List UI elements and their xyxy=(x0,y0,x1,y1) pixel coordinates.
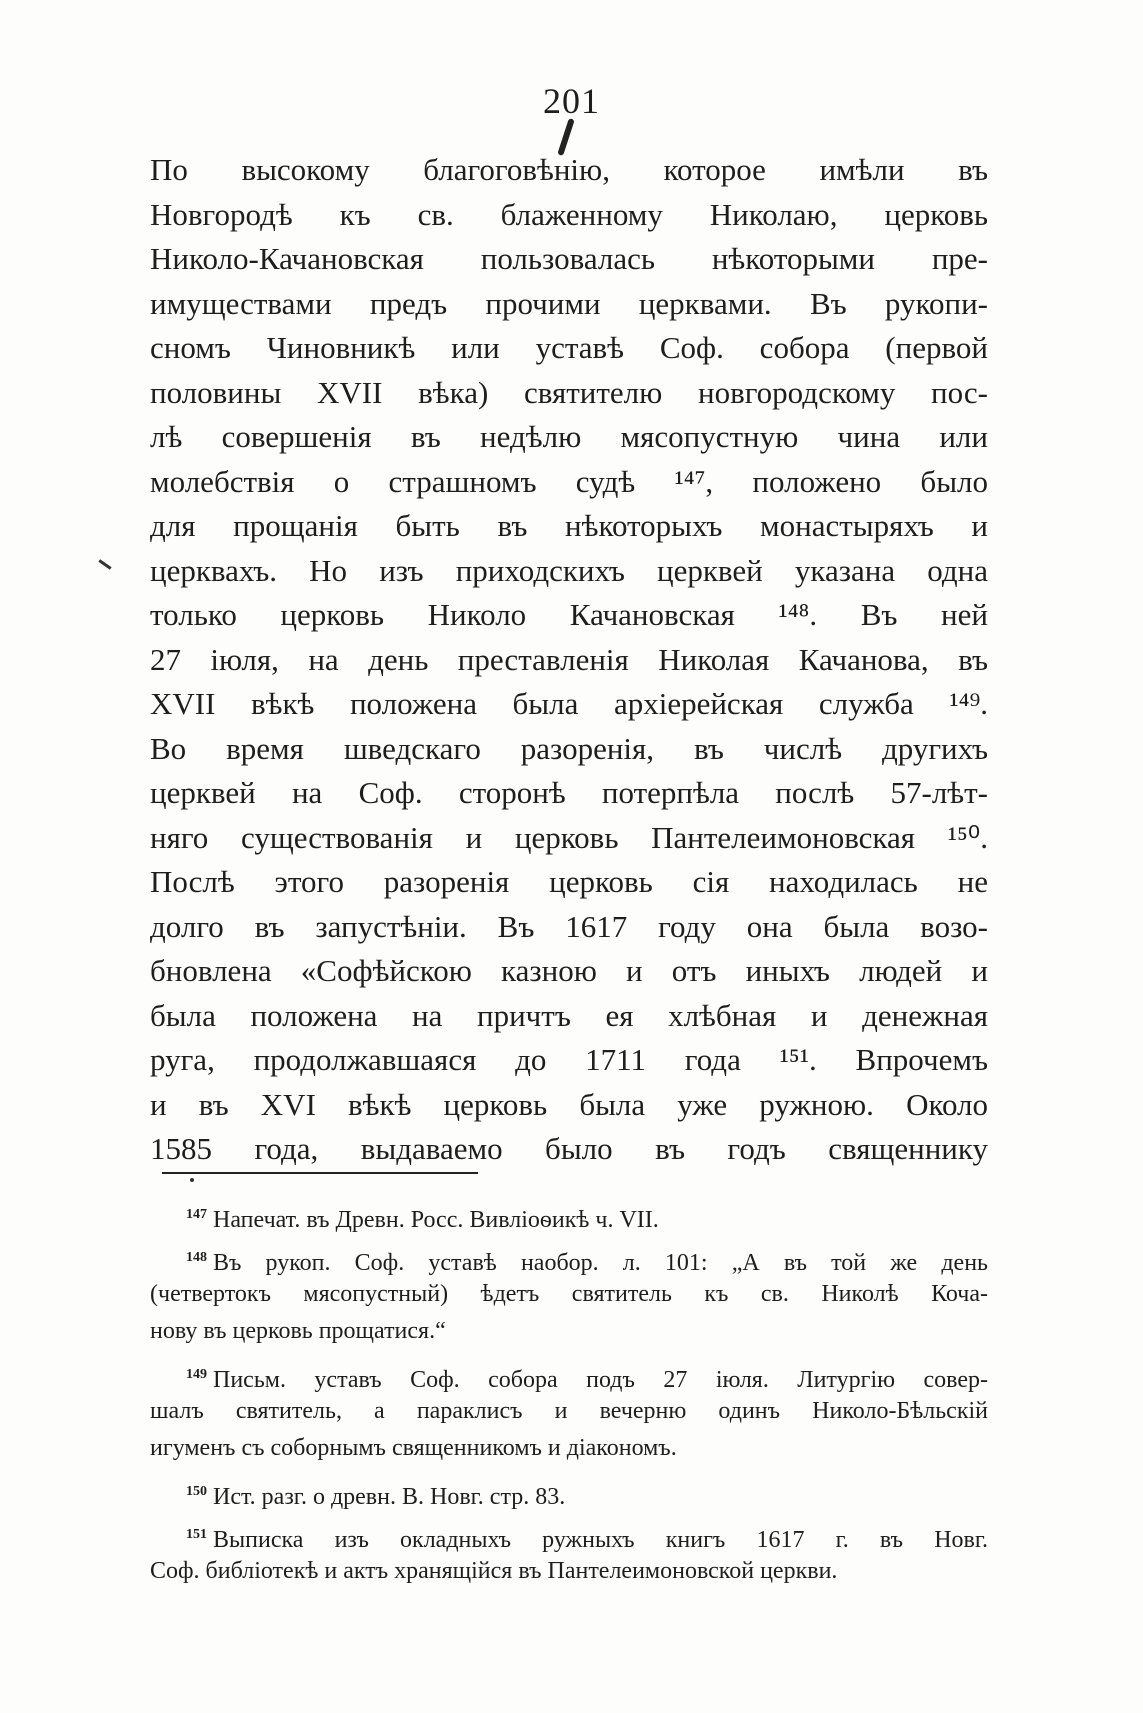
text-line: Во время шведскаго разоренія, въ числѣ другихъ xyxy=(150,730,988,766)
footnote-separator xyxy=(162,1172,478,1174)
text-line: По высокому благоговѣнію, которое имѣли въ xyxy=(150,152,988,187)
text-line: и въ XVI вѣкѣ церковь была уже ружною. Около xyxy=(150,1086,988,1122)
text-line: Послѣ этого разоренія церковь сія находилась не xyxy=(150,864,988,899)
footnote-text: Соф. библіотекѣ и актъ хранящійся въ Пантелеимоновской церкви. xyxy=(150,1558,838,1584)
text-line: Николо-Качановская пользовалась нѣкоторыми пре- xyxy=(150,241,988,276)
footnote-line xyxy=(150,1473,988,1510)
footnote xyxy=(150,1239,988,1350)
footnote xyxy=(150,1473,988,1510)
text-line: только церковь Николо Качановская ¹⁴⁸. Въ ней xyxy=(150,597,988,632)
footnote xyxy=(150,1196,988,1233)
footnote-text: Письм. уставъ Соф. собора подъ 27 іюля. Литургію совер- xyxy=(213,1367,988,1393)
text-line: молебствія о страшномъ судѣ ¹⁴⁷, положено было xyxy=(150,463,988,499)
text-line: Новгородѣ къ св. блаженному Николаю, церковь xyxy=(150,196,988,232)
text-line: XVII вѣкѣ положена была архіерейская служба ¹⁴⁹. xyxy=(150,686,988,721)
footnote-text: Ист. разг. о древн. В. Новг. стр. 83. xyxy=(213,1484,566,1510)
footnote-text: (четвертокъ мясопустный) ѣдетъ святитель къ св. Николѣ Коча- xyxy=(150,1281,988,1307)
footnote-text: Напечат. въ Древн. Росс. Вивліоѳикѣ ч. VII. xyxy=(213,1207,659,1233)
footnote-text: шалъ святитель, а параклисъ и вечерню одинъ Николо-Бѣльскій xyxy=(150,1398,988,1424)
main-text-block xyxy=(150,148,988,1172)
footnote-line xyxy=(150,1239,988,1276)
footnote-number: 149 xyxy=(186,1367,207,1382)
page-number: 201 xyxy=(543,81,600,121)
footnote-line xyxy=(150,1430,988,1467)
text-line: лѣ совершенія въ недѣлю мясопустную чина или xyxy=(150,419,988,454)
text-line: 1585 года, выдаваемо было въ годъ священнику xyxy=(150,1131,988,1166)
text-line: для прощанія быть въ нѣкоторыхъ монастыряхъ и xyxy=(150,508,988,543)
footnote-number: 151 xyxy=(186,1527,207,1542)
ink-dot xyxy=(190,1178,194,1182)
footnote-line xyxy=(150,1356,988,1393)
text-line: бновлена «Софѣйскою казною и отъ иныхъ людей и xyxy=(150,953,988,988)
footnote-text: Выписка изъ окладныхъ ружныхъ книгъ 1617 г. въ Новг. xyxy=(213,1527,988,1553)
footnote-text: Въ рукоп. Соф. уставѣ наобор. л. 101: „А въ той же день xyxy=(213,1250,988,1276)
footnote-line xyxy=(150,1196,988,1233)
text-line: 27 іюля, на день преставленія Николая Качанова, въ xyxy=(150,641,988,677)
text-line: сномъ Чиновникѣ или уставѣ Соф. собора (первой xyxy=(150,330,988,365)
footnote-number: 150 xyxy=(186,1484,207,1499)
text-line: церквахъ. Но изъ приходскихъ церквей указана одна xyxy=(150,552,988,588)
footnote-line xyxy=(150,1516,988,1553)
footnote-line xyxy=(150,1276,988,1313)
text-line: половины XVII вѣка) святителю новгородскому пос- xyxy=(150,374,988,410)
footnote-line xyxy=(150,1313,988,1350)
footnote xyxy=(150,1516,988,1590)
footnote-line xyxy=(150,1393,988,1430)
footnote-line xyxy=(150,1553,988,1590)
footnote xyxy=(150,1356,988,1467)
text-line: имуществами предъ прочими церквами. Въ рукопи- xyxy=(150,285,988,321)
footnote-number: 148 xyxy=(186,1250,207,1265)
text-line: долго въ запустѣніи. Въ 1617 году она была возо- xyxy=(150,908,988,944)
text-line: была положена на причтъ ея хлѣбная и денежная xyxy=(150,997,988,1033)
text-line: руга, продолжавшаяся до 1711 года ¹⁵¹. Впрочемъ xyxy=(150,1042,988,1077)
footnote-number: 147 xyxy=(186,1207,207,1222)
footnote-text: игуменъ съ соборнымъ священникомъ и діакономъ. xyxy=(150,1435,677,1461)
text-line: церквей на Соф. сторонѣ потерпѣла послѣ 57-лѣт- xyxy=(150,775,988,810)
margin-tick-mark xyxy=(98,559,111,569)
footnote-text: нову въ церковь прощатися.“ xyxy=(150,1318,446,1344)
footnotes-block xyxy=(150,1196,988,1596)
text-line: няго существованія и церковь Пантелеимоновская ¹⁵⁰. xyxy=(150,819,988,855)
